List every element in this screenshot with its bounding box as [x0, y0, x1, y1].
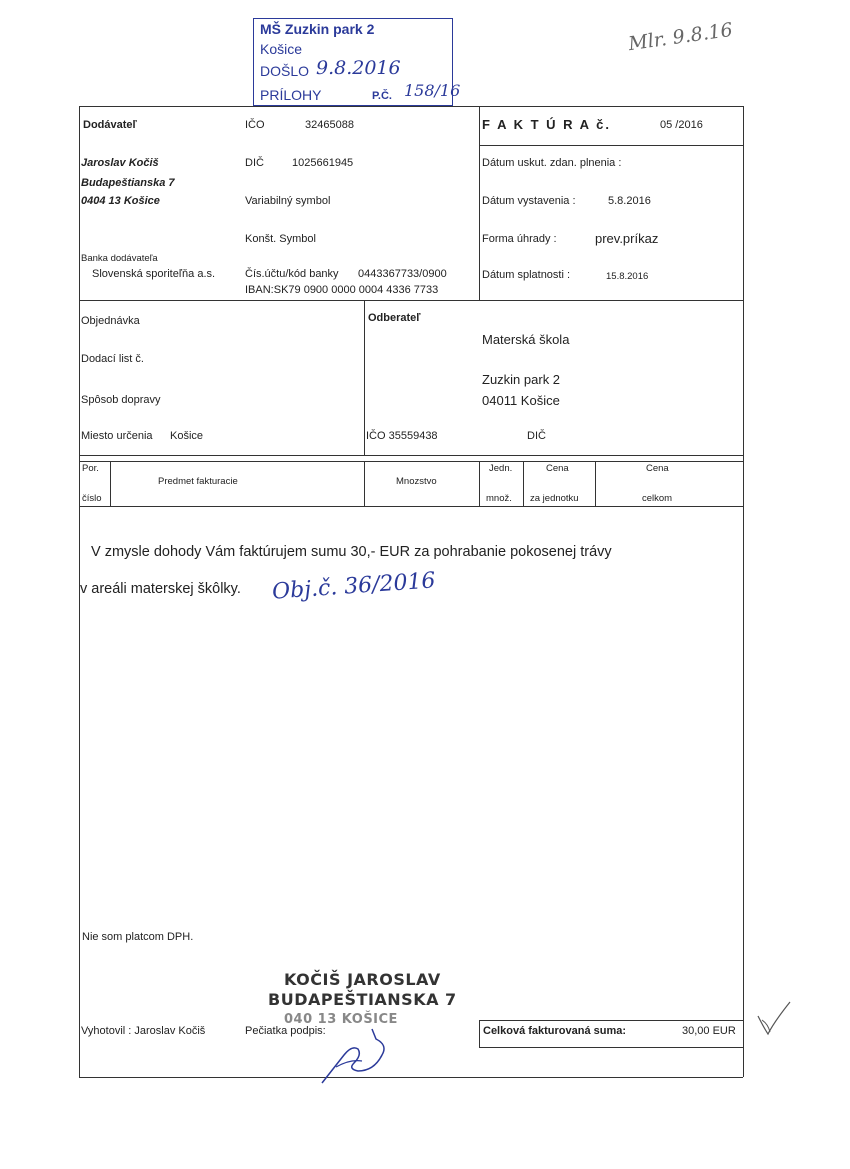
section-divider-1 [79, 300, 743, 301]
th-unit-1: Jedn. [489, 463, 513, 474]
stamp-signature-label: Pečiatka podpis: [245, 1025, 326, 1037]
header-col-divider [479, 106, 480, 300]
th-unit-price-2: za jednotku [530, 493, 579, 504]
invoice-title: F A K T Ú R A č. [482, 117, 612, 132]
th-total-2: celkom [642, 493, 673, 504]
destination: Košice [170, 430, 204, 442]
stamp-doslo-date: 9.8.2016 [316, 57, 401, 79]
supplier-name: Jaroslav Kočiš [81, 157, 159, 169]
frame-right [743, 106, 744, 1077]
account-number: 0443367733/0900 [358, 268, 447, 280]
payment-form: prev.príkaz [595, 231, 659, 246]
stamp-line-1: MŠ Zuzkin park 2 [260, 21, 375, 37]
th-quantity: Mnozstvo [396, 476, 437, 487]
variable-symbol-label: Variabilný symbol [245, 195, 331, 207]
supplier-ico-label: IČO [245, 119, 265, 131]
order-label: Objednávka [81, 315, 140, 327]
issue-date-label: Dátum vystavenia : [482, 195, 576, 207]
account-label: Čís.účtu/kód banky [245, 268, 339, 280]
prepared-by: Vyhotovil : Jaroslav Kočiš [81, 1025, 206, 1037]
supplier-dic: 1025661945 [292, 157, 354, 169]
stamp-prilohy-label: PRÍLOHY [260, 87, 322, 103]
handwritten-order-ref: Obj.č. 36/2016 [271, 568, 437, 605]
body-text-line-1: V zmysle dohody Vám faktúrujem sumu 30,- EUR za pohrabanie pokosenej trávy [91, 544, 612, 560]
delivery-note-label: Dodací list č. [81, 353, 144, 365]
supplier-ico: 32465088 [305, 119, 354, 131]
signature-scribble [318, 1025, 398, 1087]
corner-handwritten-note: Mlr. 9.8.16 [626, 18, 735, 56]
customer-street: Zuzkin park 2 [482, 372, 561, 387]
stamp-pc-label: P.Č. [372, 90, 392, 102]
invoice-title-divider [479, 145, 743, 146]
destination-label: Miesto určenia [81, 430, 153, 442]
margin-checkmark-icon [754, 998, 794, 1040]
bank-name: Slovenská sporiteľňa a.s. [92, 268, 216, 280]
th-cislo: číslo [82, 493, 102, 504]
supplier-header: Dodávateľ [83, 119, 137, 131]
supplier-stamp-line-2: BUDAPEŠTIANSKA 7 [268, 990, 457, 1009]
th-unit-price-1: Cena [546, 463, 569, 474]
th-col-3 [479, 461, 480, 506]
invoice-number: 05 /2016 [660, 119, 703, 131]
customer-ico: IČO 35559438 [366, 430, 438, 442]
issue-date: 5.8.2016 [608, 195, 651, 207]
th-col-2 [364, 461, 365, 506]
th-total-1: Cena [646, 463, 669, 474]
th-col-1 [110, 461, 111, 506]
footer-total-top [479, 1020, 743, 1021]
table-header-bottom [79, 506, 743, 507]
due-date: 15.8.2016 [606, 271, 649, 282]
total-value: 30,00 EUR [682, 1025, 736, 1037]
customer-city: 04011 Košice [482, 393, 560, 408]
th-subject: Predmet fakturacie [158, 476, 238, 487]
supplier-street: Budapeštianska 7 [81, 177, 175, 189]
body-text-line-2: v areáli materskej škôlky. [80, 581, 241, 597]
supplier-city: 0404 13 Košice [81, 195, 160, 207]
supplier-dic-label: DIČ [245, 157, 264, 169]
frame-top [79, 106, 743, 107]
section-divider-2 [79, 455, 743, 456]
total-label: Celková fakturovaná suma: [483, 1025, 627, 1037]
payment-form-label: Forma úhrady : [482, 233, 557, 245]
stamp-doslo-label: DOŠLO [260, 63, 310, 79]
constant-symbol-label: Konšt. Symbol [245, 233, 316, 245]
stamp-pc-value: 158/16 [404, 81, 461, 100]
customer-dic-label: DIČ [527, 430, 546, 442]
stamp-line-2: Košice [260, 41, 303, 57]
th-col-5 [595, 461, 596, 506]
customer-name: Materská škola [482, 332, 570, 347]
footer-total-bottom [479, 1047, 743, 1048]
order-col-divider [364, 300, 365, 455]
due-date-label: Dátum splatnosti : [482, 269, 571, 281]
delivery-date-label: Dátum uskut. zdan. plnenia : [482, 157, 622, 169]
th-unit-2: množ. [486, 493, 512, 504]
bank-label: Banka dodávateľa [81, 253, 158, 264]
footer-col-divider [479, 1020, 480, 1047]
vat-note: Nie som platcom DPH. [82, 931, 194, 943]
supplier-stamp-line-3: 040 13 KOŠICE [284, 1012, 398, 1027]
table-header-top [79, 461, 743, 462]
customer-header: Odberateľ [368, 312, 421, 324]
th-col-4 [523, 461, 524, 506]
receipt-stamp [253, 18, 461, 106]
frame-bottom [79, 1077, 743, 1078]
supplier-stamp-line-1: KOČIŠ JAROSLAV [284, 970, 441, 989]
th-por: Por. [82, 463, 99, 474]
transport-label: Spôsob dopravy [81, 394, 161, 406]
iban: IBAN:SK79 0900 0000 0004 4336 7733 [245, 284, 439, 296]
